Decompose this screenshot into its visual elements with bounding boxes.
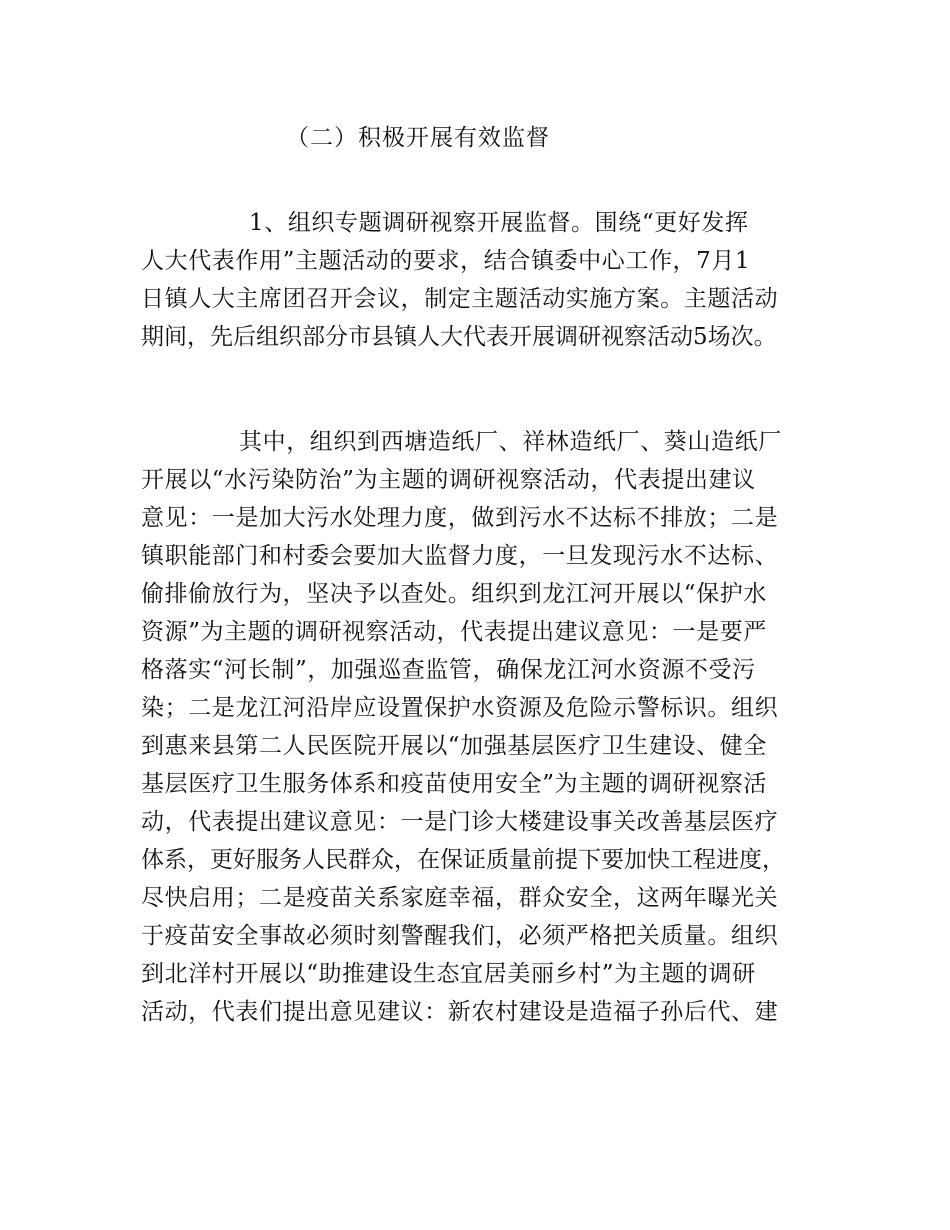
section-heading: （二）积极开展有效监督: [286, 125, 550, 151]
paragraph-line: 意见：一是加大污水处理力度，做到污水不达标不排放；二是: [141, 505, 779, 531]
paragraph-line: 1、组织专题调研视察开展监督。围绕“更好发挥: [249, 210, 749, 236]
paragraph-line: 开展以“水污染防治”为主题的调研视察活动，代表提出建议: [141, 467, 756, 493]
paragraph-line: 到北洋村开展以“助推建设生态宜居美丽乡村”为主题的调研: [141, 961, 756, 987]
paragraph-2: [141, 423, 831, 1031]
paragraph-line: 体系，更好服务人民群众，在保证质量前提下要加快工程进度，: [141, 847, 785, 873]
paragraph-line: 活动，代表们提出意见建议：新农村建设是造福子孙后代、建: [141, 999, 779, 1025]
paragraph-line: 尽快启用；二是疫苗关系家庭幸福，群众安全，这两年曝光关: [141, 885, 779, 911]
paragraph-line: 其中，组织到西塘造纸厂、祥林造纸厂、葵山造纸厂: [239, 429, 782, 455]
paragraph-line: 人大代表作用”主题活动的要求，结合镇委中心工作，7月1: [141, 248, 751, 274]
paragraph-line: 格落实“河长制”，加强巡查监管，确保龙江河水资源不受污: [141, 657, 756, 683]
paragraph-line: 期间，先后组织部分市县镇人大代表开展调研视察活动5场次。: [141, 324, 777, 350]
paragraph-line: 日镇人大主席团召开会议，制定主题活动实施方案。主题活动: [141, 286, 779, 312]
paragraph-line: 动，代表提出建议意见：一是门诊大楼建设事关改善基层医疗: [141, 809, 779, 835]
paragraph-line: 偷排偷放行为，坚决予以查处。组织到龙江河开展以“保护水: [141, 581, 767, 607]
paragraph-line: 资源”为主题的调研视察活动，代表提出建议意见：一是要严: [141, 619, 767, 645]
paragraph-line: 镇职能部门和村委会要加大监督力度，一旦发现污水不达标、: [141, 543, 779, 569]
paragraph-line: 染；二是龙江河沿岸应设置保护水资源及危险示警标识。组织: [141, 695, 779, 721]
paragraph-line: 基层医疗卫生服务体系和疫苗使用安全”为主题的调研视察活: [141, 771, 767, 797]
paragraph-1: [141, 204, 831, 356]
paragraph-line: 于疫苗安全事故必须时刻警醒我们，必须严格把关质量。组织: [141, 923, 779, 949]
paragraph-line: 到惠来县第二人民医院开展以“加强基层医疗卫生建设、健全: [141, 733, 767, 759]
